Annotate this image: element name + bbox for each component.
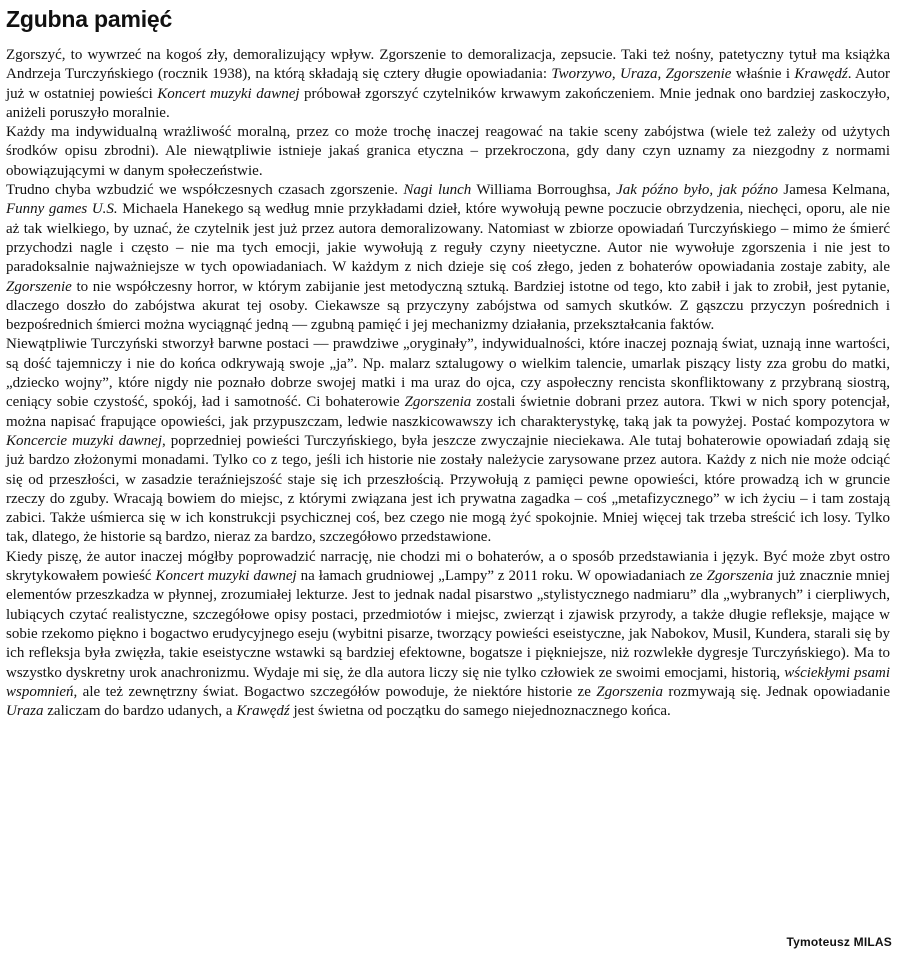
italic-title-text: Zgorszenia — [706, 568, 774, 585]
italic-title-text: Zgorszenie — [665, 66, 732, 83]
italic-title-text: Krawędź — [794, 66, 848, 83]
author-surname: MILAS — [853, 935, 892, 949]
italic-title-text: Funny games U.S. — [6, 201, 118, 218]
text-run: właśnie i — [731, 66, 795, 83]
italic-title-text: Koncert muzyki dawnej — [157, 85, 300, 102]
italic-title-text: Zgorszenia — [404, 394, 472, 411]
article-body — [6, 46, 890, 721]
text-run: próbował zgorszyć czytelników krwawym zakończeniem. Mnie jednak ono bardziej zaskoczyło, aniżeli poruszyło moralnie. — [6, 85, 890, 121]
text-run: jest świetna od początku do samego niejednoznacznego końca. — [289, 703, 671, 720]
italic-title-text: Koncercie muzyki dawnej — [6, 432, 162, 449]
text-run: . Autor już w ostatniej powieści — [6, 66, 890, 102]
text-run: zostali świetnie dobrani przez autora. Tkwi w nich spory potencjał, można napisać frapujące opowieści, jak przypuszczam, ledwie naszkicowawszy ich charakterystykę, taką jak ta powyżej. Postać kompozytora w — [6, 394, 890, 430]
text-run: Williama Borroughsa, — [471, 182, 617, 199]
italic-title-text: wściekłymi psami wspomnień — [6, 664, 890, 700]
italic-title-text: Tworzywo — [551, 66, 612, 83]
italic-title-text: Nagi lunch — [403, 182, 472, 199]
paragraph — [6, 46, 890, 123]
text-run: Kiedy piszę, że autor inaczej mógłby poprowadzić narrację, nie chodzi mi o bohaterów, a o sposób przedstawiania i język. Być może zbyt ostro skrytykowałem powieść — [6, 548, 890, 585]
paragraph — [6, 335, 890, 547]
text-run: , — [611, 66, 620, 83]
italic-title-text: Jak późno było, jak późno — [616, 182, 779, 199]
italic-title-text: Koncert muzyki dawnej — [155, 568, 297, 585]
text-run: Trudno chyba wzbudzić we współczesnych czasach zgorszenie. — [6, 182, 404, 199]
italic-title-text: Uraza — [620, 66, 658, 83]
paragraph — [6, 181, 890, 335]
text-run: Michaela Hanekego są według mnie przykładami dzieł, które wywołują pewne poczucie obrzydzenia, niechęci, oporu, ale nie aż tak wielkiego, by uznać, że czytelnik jest już przez autora demoralizowany. Natomiast w zbiorze opowiadań Turczyńskiego – mimo że śmierć przychodzi nagle i często – nie ma tych emocji, jakie wywołują z reguły czyny nieetyczne. Autor nie wywołuje zgorszenia i nie jest to paradoksalnie najważniejsze w tych opowiadaniach. W każdym z nich dzieje się coś złego, jeden z bohaterów opowiadania zostaje zabity, ale — [6, 201, 890, 276]
text-run: Niewątpliwie Turczyński stworzył barwne postaci — prawdziwe „oryginały”, indywidualności, które inaczej poznają świat, uznają inne wartości, są dość tajemniczy i nie do końca odkrywają swoje „ja”. Np. malarz sztalugowy o wielkim talencie, umarlak piszący listy zza grobu do matki, „dziecko wojny”, które nigdy nie poznało dobrze swojej matki i ma uraz do ojca, czy aspołeczny rencista skonfliktowany z przybraną siostrą, ceniący sobie czystość, spokój, ład i samotność. Ci bohaterowie — [6, 336, 890, 411]
paragraph — [6, 548, 890, 722]
text-run: na łamach grudniowej „Lampy” z 2011 roku. W opowiadaniach ze — [296, 568, 707, 585]
text-run: , poprzedniej powieści Turczyńskiego, była jeszcze zwyczajnie nieciekawa. Ale tutaj bohaterowie opowiadań zdają się już bardzo złożonymi monadami. Tylko co z tego, jeśli ich historie nie zostały należycie zarysowane przez autora. Każdy z nich nie może odciąć się od przeszłości, w zasadzie teraźniejszość staje się ich przeszłością. Przywołują z pamięci pewne opowieści, które prowadzą ich w gruncie rzeczy do zguby. Wracają bowiem do miejsc, z którymi związana jest ich prywatna zagadka – coś „metafizycznego” w ich życiu – i tam zostają zabici. Także uśmierca się w ich konstrukcji psychicznej coś, bez czego nie mogą żyć spokojnie. Mniej więcej tak trzeba streścić ich losy. Tylko tak, dlatego, że historie są bardzo, nieraz za bardzo, szczegółowo przedstawione. — [6, 432, 890, 546]
article-title: Zgubna pamięć — [6, 6, 173, 32]
italic-title-text: Zgorszenia — [596, 683, 663, 700]
text-run: rozmywają się. Jednak opowiadanie — [662, 683, 890, 700]
text-run: Każdy ma indywidualną wrażliwość moralną, przez co może trochę inaczej reagować na takie sceny zabójstwa (wiele też zależy od użytych środków opisu zbrodni). Ale niewątpliwie istnieje jakaś granica etyczna – przekroczona, gdy dany czyn uznamy za niezgodny z normami obowiązującymi w danym społeczeństwie. — [6, 124, 890, 179]
text-run: , — [657, 66, 666, 83]
text-run: zaliczam do bardzo udanych, a — [43, 703, 237, 720]
author-first-name: Tymoteusz — [786, 935, 851, 949]
italic-title-text: Uraza — [6, 703, 44, 720]
italic-title-text: Zgorszenie — [6, 278, 72, 295]
text-run: Zgorszyć, to wywrzeć na kogoś zły, demoralizujący wpływ. Zgorszenie to demoralizacja, zepsucie. Taki też nośny, patetyczny tytuł ma książka Andrzeja Turczyńskiego (rocznik 1938), na którą składają się cztery długie opowiadania: — [6, 47, 890, 83]
italic-title-text: Krawędź — [236, 703, 290, 720]
text-run: już znacznie mniej elementów przeszkadza w płynnej, zrozumiałej lekturze. Jest to jednak nadal pisarstwo „stylistycznego nadmiaru” dla „wybranych” i cierpliwych, lubiących czytać realistyczne, szczegółowe opisy postaci, przedmiotów i miejsc, zwierząt i zjawisk przyrody, a także długie refleksje, mające w sobie rzekomo piękno i bogactwo erudycyjnego eseju (wybitni pisarze, tworzący powieści eseistyczne, jak Nabokov, Musil, Kundera, starali się by ich refleksja była zwięzła, takie eseistyczne wstawki są bardziej efektowne, bogatsze i piękniejsze, niż rozwlekłe dygresje Turczyńskiego). Ma to wszystko dyskretny urok anachronizmu. Wydaje mi się, że dla autora liczy się nie tylko człowiek ze swoimi emocjami, historią, — [6, 568, 890, 681]
text-run: Jamesa Kelmana, — [778, 182, 890, 199]
author-signature — [787, 935, 892, 949]
paragraph — [6, 123, 890, 181]
text-run: to nie współczesny horror, w którym zabijanie jest metodyczną sztuką. Bardziej istotne od tego, kto zabił i jak to zrobił, jest pytanie, dlaczego doszło do zabójstwa akurat tej osoby. Ciekawsze są przyczyny zabójstwa od samych skutków. Z gąszczu przyczyn pośrednich i bezpośrednich śmierci można wyciągnąć jedną — zgubną pamięć i jej mechanizmy działania, przekształcania faktów. — [6, 278, 890, 334]
text-run: , ale też zewnętrzny świat. Bogactwo szczegółów powoduje, że niektóre historie ze — [73, 683, 597, 700]
